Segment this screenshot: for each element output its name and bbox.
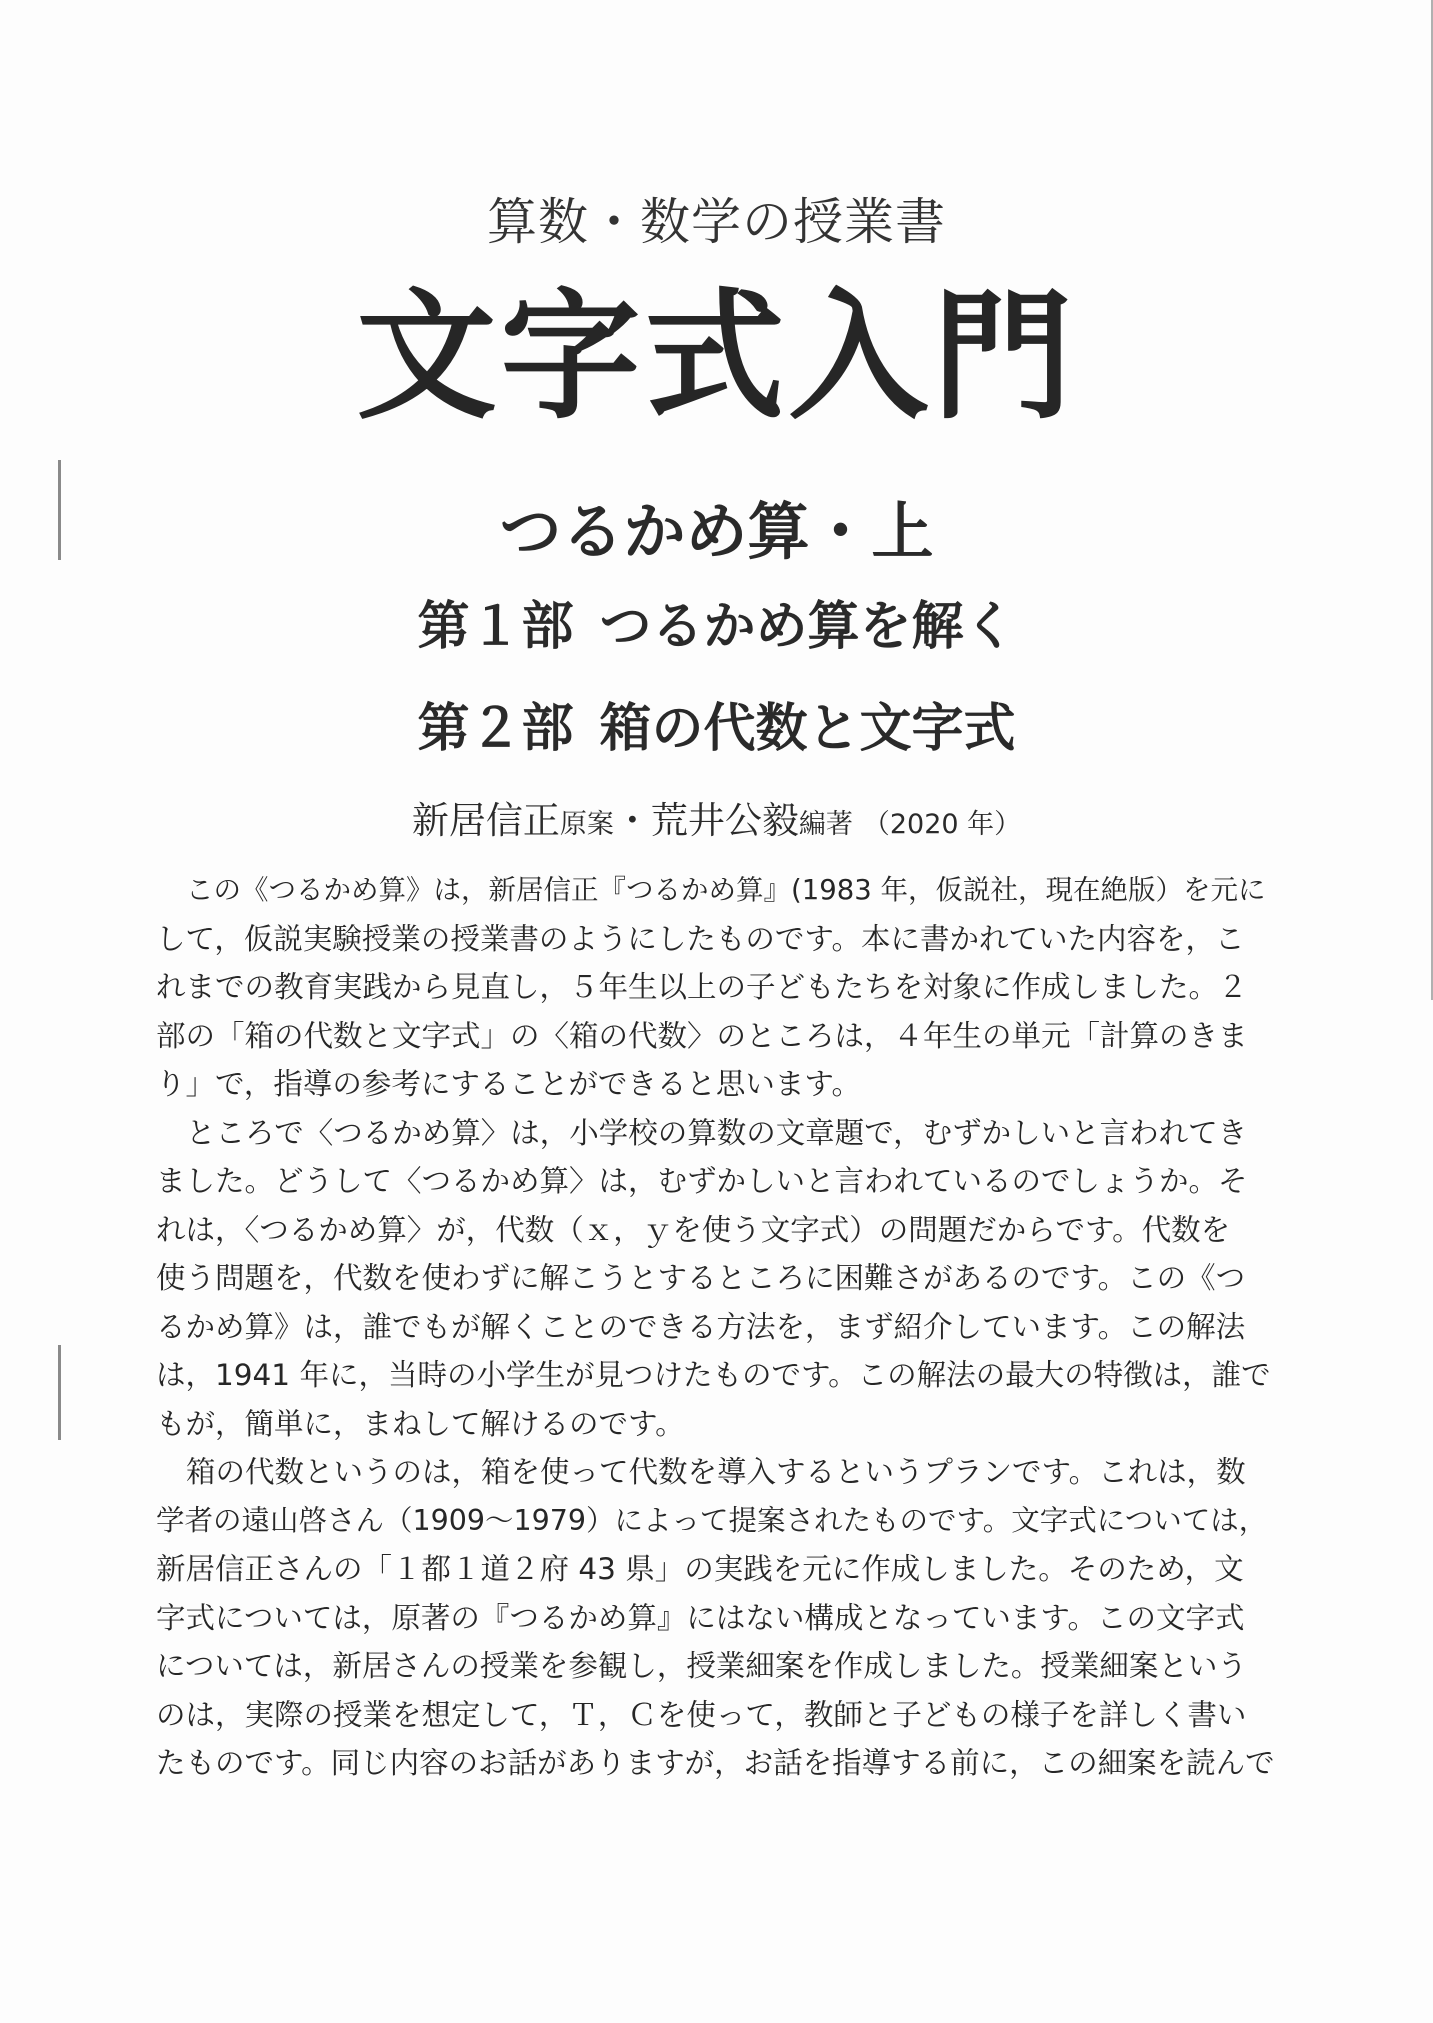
text-line: については，新居さんの授業を参観し，授業細案を作成しました。授業細案という (156, 1649, 1247, 1683)
text-line: れは，〈つるかめ算〉が，代数（ｘ，ｙを使う文字式）の問題だからです。代数を (156, 1212, 1231, 1247)
author-credit (0, 790, 1433, 844)
series-title: 算数・数学の授業書 (487, 193, 946, 251)
text-line: は，1941 年に，当時の小学生が見つけたものです。この解法の最大の特徴は，誰で (156, 1358, 1271, 1392)
text-line: 使う問題を，代数を使わずに解こうとするところに困難さがあるのです。この《つ (156, 1261, 1246, 1295)
text-line: 箱の代数というのは，箱を使って代数を導入するというプランです。これは，数 (186, 1455, 1246, 1489)
text-line: ました。どうして〈つるかめ算〉は，むずかしいと言われているのでしょうか。そ (156, 1164, 1248, 1198)
text-line: り」で，指導の参考にすることができると思います。 (156, 1067, 862, 1101)
text-line: るかめ算》は，誰でもが解くことのできる方法を，まず紹介しています。この解法 (156, 1309, 1246, 1344)
text-line: たものです。同じ内容のお話がありますが，お話を指導する前に，この細案を読んで (156, 1746, 1275, 1780)
publication-year: （2020 年） (862, 809, 1022, 840)
part-1-title: つるかめ算を解く (599, 597, 1016, 657)
main-title: 文字式入門 (356, 276, 1077, 439)
text-line: この《つるかめ算》は，新居信正『つるかめ算』(1983 年，仮説社，現在絶版）を元に (186, 874, 1266, 906)
text-line: 学者の遠山啓さん（1909～1979）によって提案されたものです。文字式については， (156, 1503, 1268, 1537)
text-line: 部の「箱の代数と文字式」の〈箱の代数〉のところは，４年生の単元「計算のきま (156, 1018, 1248, 1053)
text-line: して，仮説実験授業の授業書のようにしたものです。本に書かれていた内容を，こ (156, 921, 1245, 956)
author-separator: ・ (613, 799, 651, 842)
part-1-heading (0, 584, 1433, 659)
text-line: もが，簡単に，まねして解けるのです。 (156, 1406, 685, 1441)
introduction-text (156, 866, 1276, 1788)
text-line: 新居信正さんの「１都１道２府 43 県」の実践を元に作成しました。そのため，文 (156, 1552, 1244, 1586)
part-1-number: 第１部 (417, 597, 574, 657)
text-line: れまでの教育実践から見直し，５年生以上の子どもたちを対象に作成しました。２ (156, 970, 1248, 1004)
editor-label: 編著 (798, 809, 853, 840)
subtitle: つるかめ算・上 (499, 495, 934, 568)
original-label: 原案 (559, 809, 614, 840)
editor: 荒井公毅 (650, 799, 799, 842)
text-line: 字式については，原著の『つるかめ算』にはない構成となっています。この文字式 (156, 1600, 1245, 1635)
part-2-heading (0, 686, 1433, 761)
text-line: ところで〈つるかめ算〉は，小学校の算数の文章題で，むずかしいと言われてき (186, 1115, 1248, 1150)
original-author: 新居信正 (411, 799, 560, 842)
scan-binding-mark (58, 1345, 61, 1440)
part-2-number: 第２部 (417, 699, 574, 759)
text-line: のは，実際の授業を想定して，Ｔ，Ｃを使って，教師と子どもの様子を詳しく書い (156, 1697, 1247, 1732)
part-2-title: 箱の代数と文字式 (599, 699, 1016, 759)
